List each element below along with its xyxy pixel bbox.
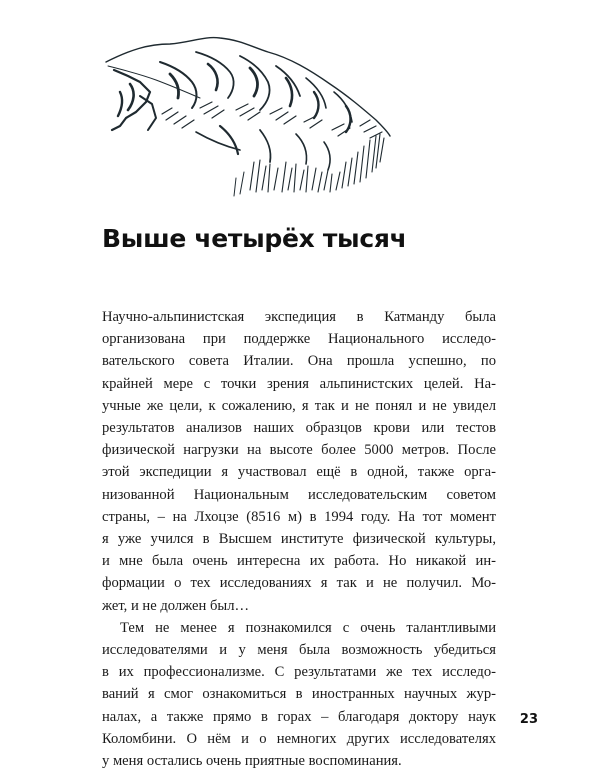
text-line: и мне была очень интересна их работа. Но никакой ин- [102, 553, 496, 570]
text-line: вательского совета Италии. Она прошла успешно, по [102, 353, 496, 370]
text-line: Научно-альпинистская экспедиция в Катманду была [102, 309, 496, 325]
text-line: низованной Национальным исследовательским советом [102, 486, 496, 503]
text-line: страны, – на Лхоцзе (8516 м) в 1994 году. На тот момент [102, 508, 496, 525]
text-line: формации о тех исследованиях я так и не получил. Мо- [102, 575, 496, 592]
text-line: Тем не менее я познакомился с очень талантливыми [120, 619, 496, 636]
mountain-sketch-illustration [100, 22, 392, 202]
text-line: в их профессионализме. С результатами же тех исследо- [102, 664, 496, 681]
text-line: крайней мере с точки зрения альпинистских целей. На- [102, 375, 496, 392]
text-line: ваний я смог ознакомиться в иностранных научных жур- [102, 686, 496, 703]
text-line: я уже учился в Высшем институте физической культуры, [102, 531, 496, 548]
text-line: этой экспедиции я участвовал ещё в одной, также орга- [102, 464, 496, 481]
body-text [102, 306, 496, 772]
text-line: налах, а также прямо в горах – благодаря доктору наук [102, 708, 496, 725]
text-line: жет, и не должен был… [102, 597, 250, 614]
page-number: 23 [519, 712, 538, 727]
paragraph-1 [102, 306, 496, 617]
text-line: исследователями и у меня была возможность убедиться [102, 642, 496, 659]
text-line: физической нагрузки на высоте более 5000 метров. После [102, 442, 496, 459]
chapter-title: Выше четырёх тысяч [102, 224, 407, 253]
text-line: учные же цели, к сожалению, я так и не понял и не увидел [102, 397, 496, 414]
text-line: у меня остались очень приятные воспоминания. [102, 753, 402, 770]
text-line: Коломбини. О нём и о немногих других исследователях [102, 730, 496, 747]
text-line: организована при поддержке Национального исследо- [102, 331, 496, 348]
paragraph-2 [102, 617, 496, 772]
text-line: результатов анализов наших образцов крови или тестов [102, 420, 496, 437]
